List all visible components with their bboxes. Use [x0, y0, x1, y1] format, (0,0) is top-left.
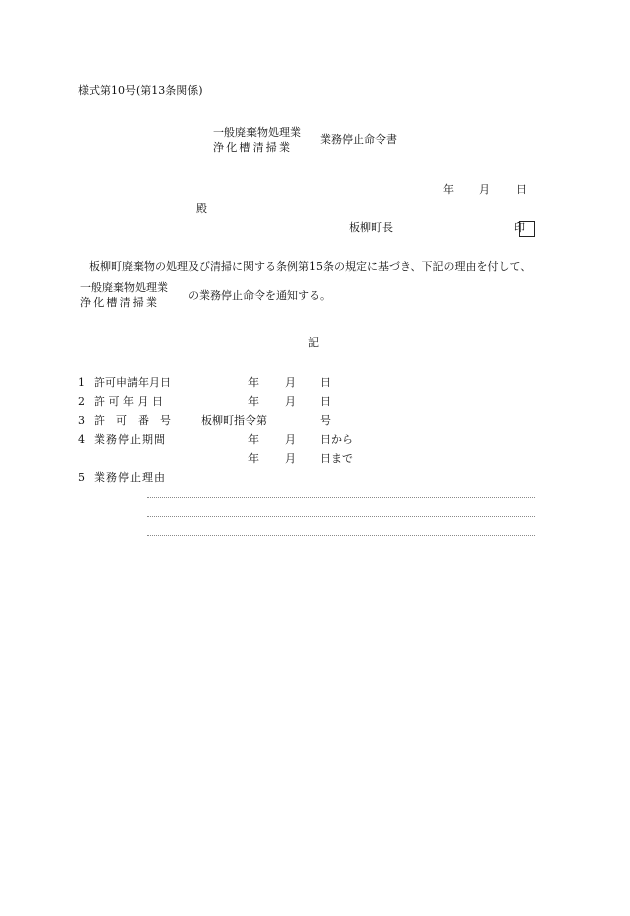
item-number: 3 — [78, 414, 85, 427]
reason-line — [147, 535, 535, 536]
item-day: 日 — [320, 395, 331, 408]
item-number: 4 — [78, 433, 85, 446]
title-kind-line1: 一般廃棄物処理業 — [213, 126, 301, 139]
item-label: 業務停止期間 — [94, 433, 166, 446]
date-month: 月 — [479, 183, 490, 196]
seal-box — [519, 221, 535, 237]
date-day: 日 — [516, 183, 527, 196]
addressee-suffix: 殿 — [196, 202, 207, 215]
form-label: 様式第10号(第13条関係) — [78, 84, 203, 97]
issuer-name: 板柳町長 — [349, 221, 393, 234]
period-to-day: 日まで — [320, 452, 353, 465]
item-number: 5 — [78, 471, 85, 484]
permit-number-suffix: 号 — [320, 414, 331, 427]
period-to-month: 月 — [285, 452, 296, 465]
body-line2: の業務停止命令を通知する。 — [188, 289, 331, 302]
item-label: 許可申請年月日 — [94, 376, 171, 389]
item-year: 年 — [248, 376, 259, 389]
item-month: 月 — [285, 376, 296, 389]
period-from-month: 月 — [285, 433, 296, 446]
item-year: 年 — [248, 395, 259, 408]
date-year: 年 — [443, 183, 454, 196]
body-kind-line2: 浄化槽清掃業 — [80, 296, 160, 309]
title-kind-line2: 浄化槽清掃業 — [213, 141, 293, 154]
period-to-year: 年 — [248, 452, 259, 465]
ki-heading: 記 — [308, 336, 319, 349]
reason-line — [147, 497, 535, 498]
item-day: 日 — [320, 376, 331, 389]
title-main: 業務停止命令書 — [320, 133, 397, 146]
item-label: 許可番号 — [94, 414, 182, 427]
period-from-year: 年 — [248, 433, 259, 446]
reason-line — [147, 516, 535, 517]
item-month: 月 — [285, 395, 296, 408]
body-line1: 板柳町廃棄物の処理及び清掃に関する条例第15条の規定に基づき、下記の理由を付して、 — [89, 260, 532, 273]
item-number: 1 — [78, 376, 85, 389]
item-label: 許可年月日 — [94, 395, 167, 408]
period-from-day: 日から — [320, 433, 353, 446]
item-number: 2 — [78, 395, 85, 408]
permit-number-prefix: 板柳町指令第 — [201, 414, 267, 427]
item-label: 業務停止理由 — [94, 471, 166, 484]
seal-label: 印 — [514, 221, 525, 234]
body-kind-line1: 一般廃棄物処理業 — [80, 281, 168, 294]
